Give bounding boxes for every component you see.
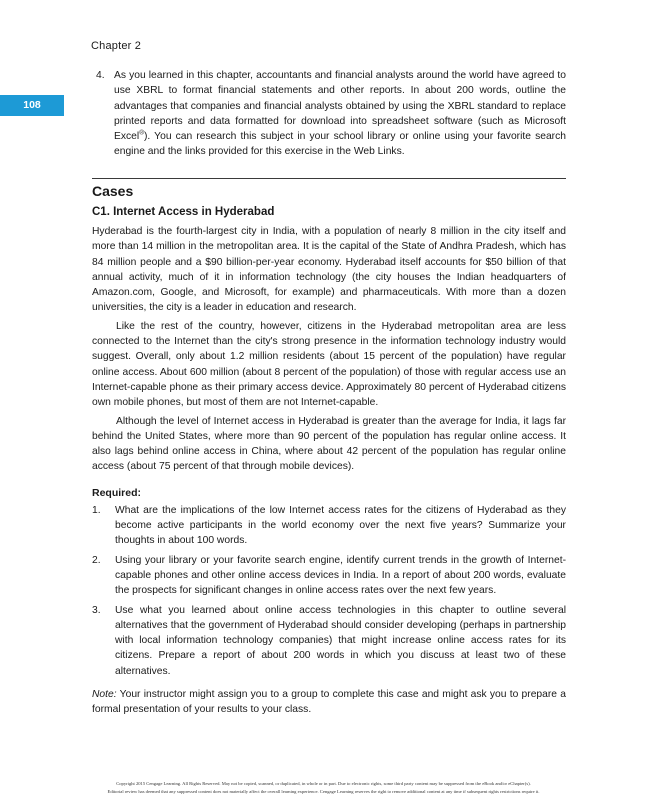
note-label: Note:	[92, 689, 117, 701]
required-item-number: 3.	[92, 604, 101, 616]
chapter-label: Chapter 2	[91, 40, 142, 52]
case-paragraph: Like the rest of the country, however, citizens in the Hyderabad metropolitan area are less connected to the Internet than the city's strong presence in the information technology industry would suggest. Overall, only about 1.2 million residents (about 15 percent of the population) have regular online access. About 600 million (about 8 percent of the population) of those with regular access use an Internet-capable phone as their primary access device. Approximately 80 percent of Hyderabad citizens own mobile phones, but most of them are not Internet-capable.	[92, 320, 566, 409]
note-text: Your instructor might assign you to a group to complete this case and might ask you to prepare a formal presentation of your results to your class.	[92, 689, 566, 716]
registered-trademark: ®	[139, 129, 144, 137]
question-4-block	[92, 68, 566, 160]
page-number-tab: 108	[0, 95, 64, 116]
required-item-number: 2.	[92, 554, 101, 566]
question-text-start: As you learned in this chapter, accountants and financial analysts around the world have agreed to use XBRL to format financial statements and other reports. In about 200 words, outline the advantages that companies and financial analysts obtained by using the XBRL standard to replace printed reports and data formatted for download into spreadsheet software (such as Microsoft Excel	[114, 70, 566, 143]
copyright-line: Editorial review has deemed that any suppressed content does not materially affect the overall learning experience. Cengage Learning reserves the right to remove additional content at any time if subsequent rights restrictions require it.	[107, 789, 540, 794]
required-item-text: Use what you learned about online access technologies in this chapter to outline several alternatives that the government of Hyderabad should consider developing (perhaps in partnership with local information technology companies) that might increase online access rates for its citizens. Prepare a report of about 200 words in which you discuss at least two of these alternatives.	[115, 604, 566, 677]
question-4	[92, 68, 566, 160]
required-item	[92, 503, 566, 549]
cases-section	[92, 178, 566, 718]
required-heading: Required:	[92, 486, 142, 499]
required-item	[92, 553, 566, 599]
section-divider	[92, 178, 566, 179]
required-item	[92, 603, 566, 679]
copyright-footer	[20, 780, 627, 796]
copyright-line: Copyright 2015 Cengage Learning. All Rights Reserved. May not be copied, scanned, or duplicated, in whole or in part. Due to electronic rights, some third party content may be suppressed from the eBook and/or eChapter(s).	[116, 781, 531, 786]
case-paragraph: Although the level of Internet access in Hyderabad is greater than the average for India, it lags far behind the United States, where more than 90 percent of the population has regular online access. It also lags behind online access in China, where about 42 percent of the population has regular online access (about 75 percent of that through mobile devices).	[92, 415, 566, 473]
case-title: C1. Internet Access in Hyderabad	[92, 206, 275, 218]
question-number: 4.	[96, 70, 105, 81]
cases-heading: Cases	[92, 183, 134, 199]
required-item-number: 1.	[92, 504, 101, 516]
required-item-text: Using your library or your favorite search engine, identify current trends in the growth of Internet-capable phones and other online access devices in India. In a report of about 200 words, evaluate the prospects for significant changes in online access rates over the next few years.	[115, 554, 566, 597]
required-item-text: What are the implications of the low Internet access rates for the citizens of Hyderabad as they become active participants in the world economy over the next five years? Summarize your thoughts in about 100 words.	[115, 504, 566, 547]
case-paragraph: Hyderabad is the fourth-largest city in India, with a population of nearly 8 million in the city itself and more than 14 million in the metropolitan area. It is the capital of the State of Andhra Pradesh, which has 84 million people and a $90 billion-per-year economy. Hyderabad itself accounts for $50 billion of that annual activity, much of it in information technology (the city houses the Indian headquarters of Amazon.com, Google, and Microsoft, for example) and pharmaceuticals. With more than a dozen universities, the city is a leader in education and research.	[92, 226, 566, 314]
note-paragraph	[92, 687, 566, 718]
question-text-end: ). You can research this subject in your school library or online using your favorite search engine and the links provided for this exercise in the Web Links.	[114, 131, 566, 158]
